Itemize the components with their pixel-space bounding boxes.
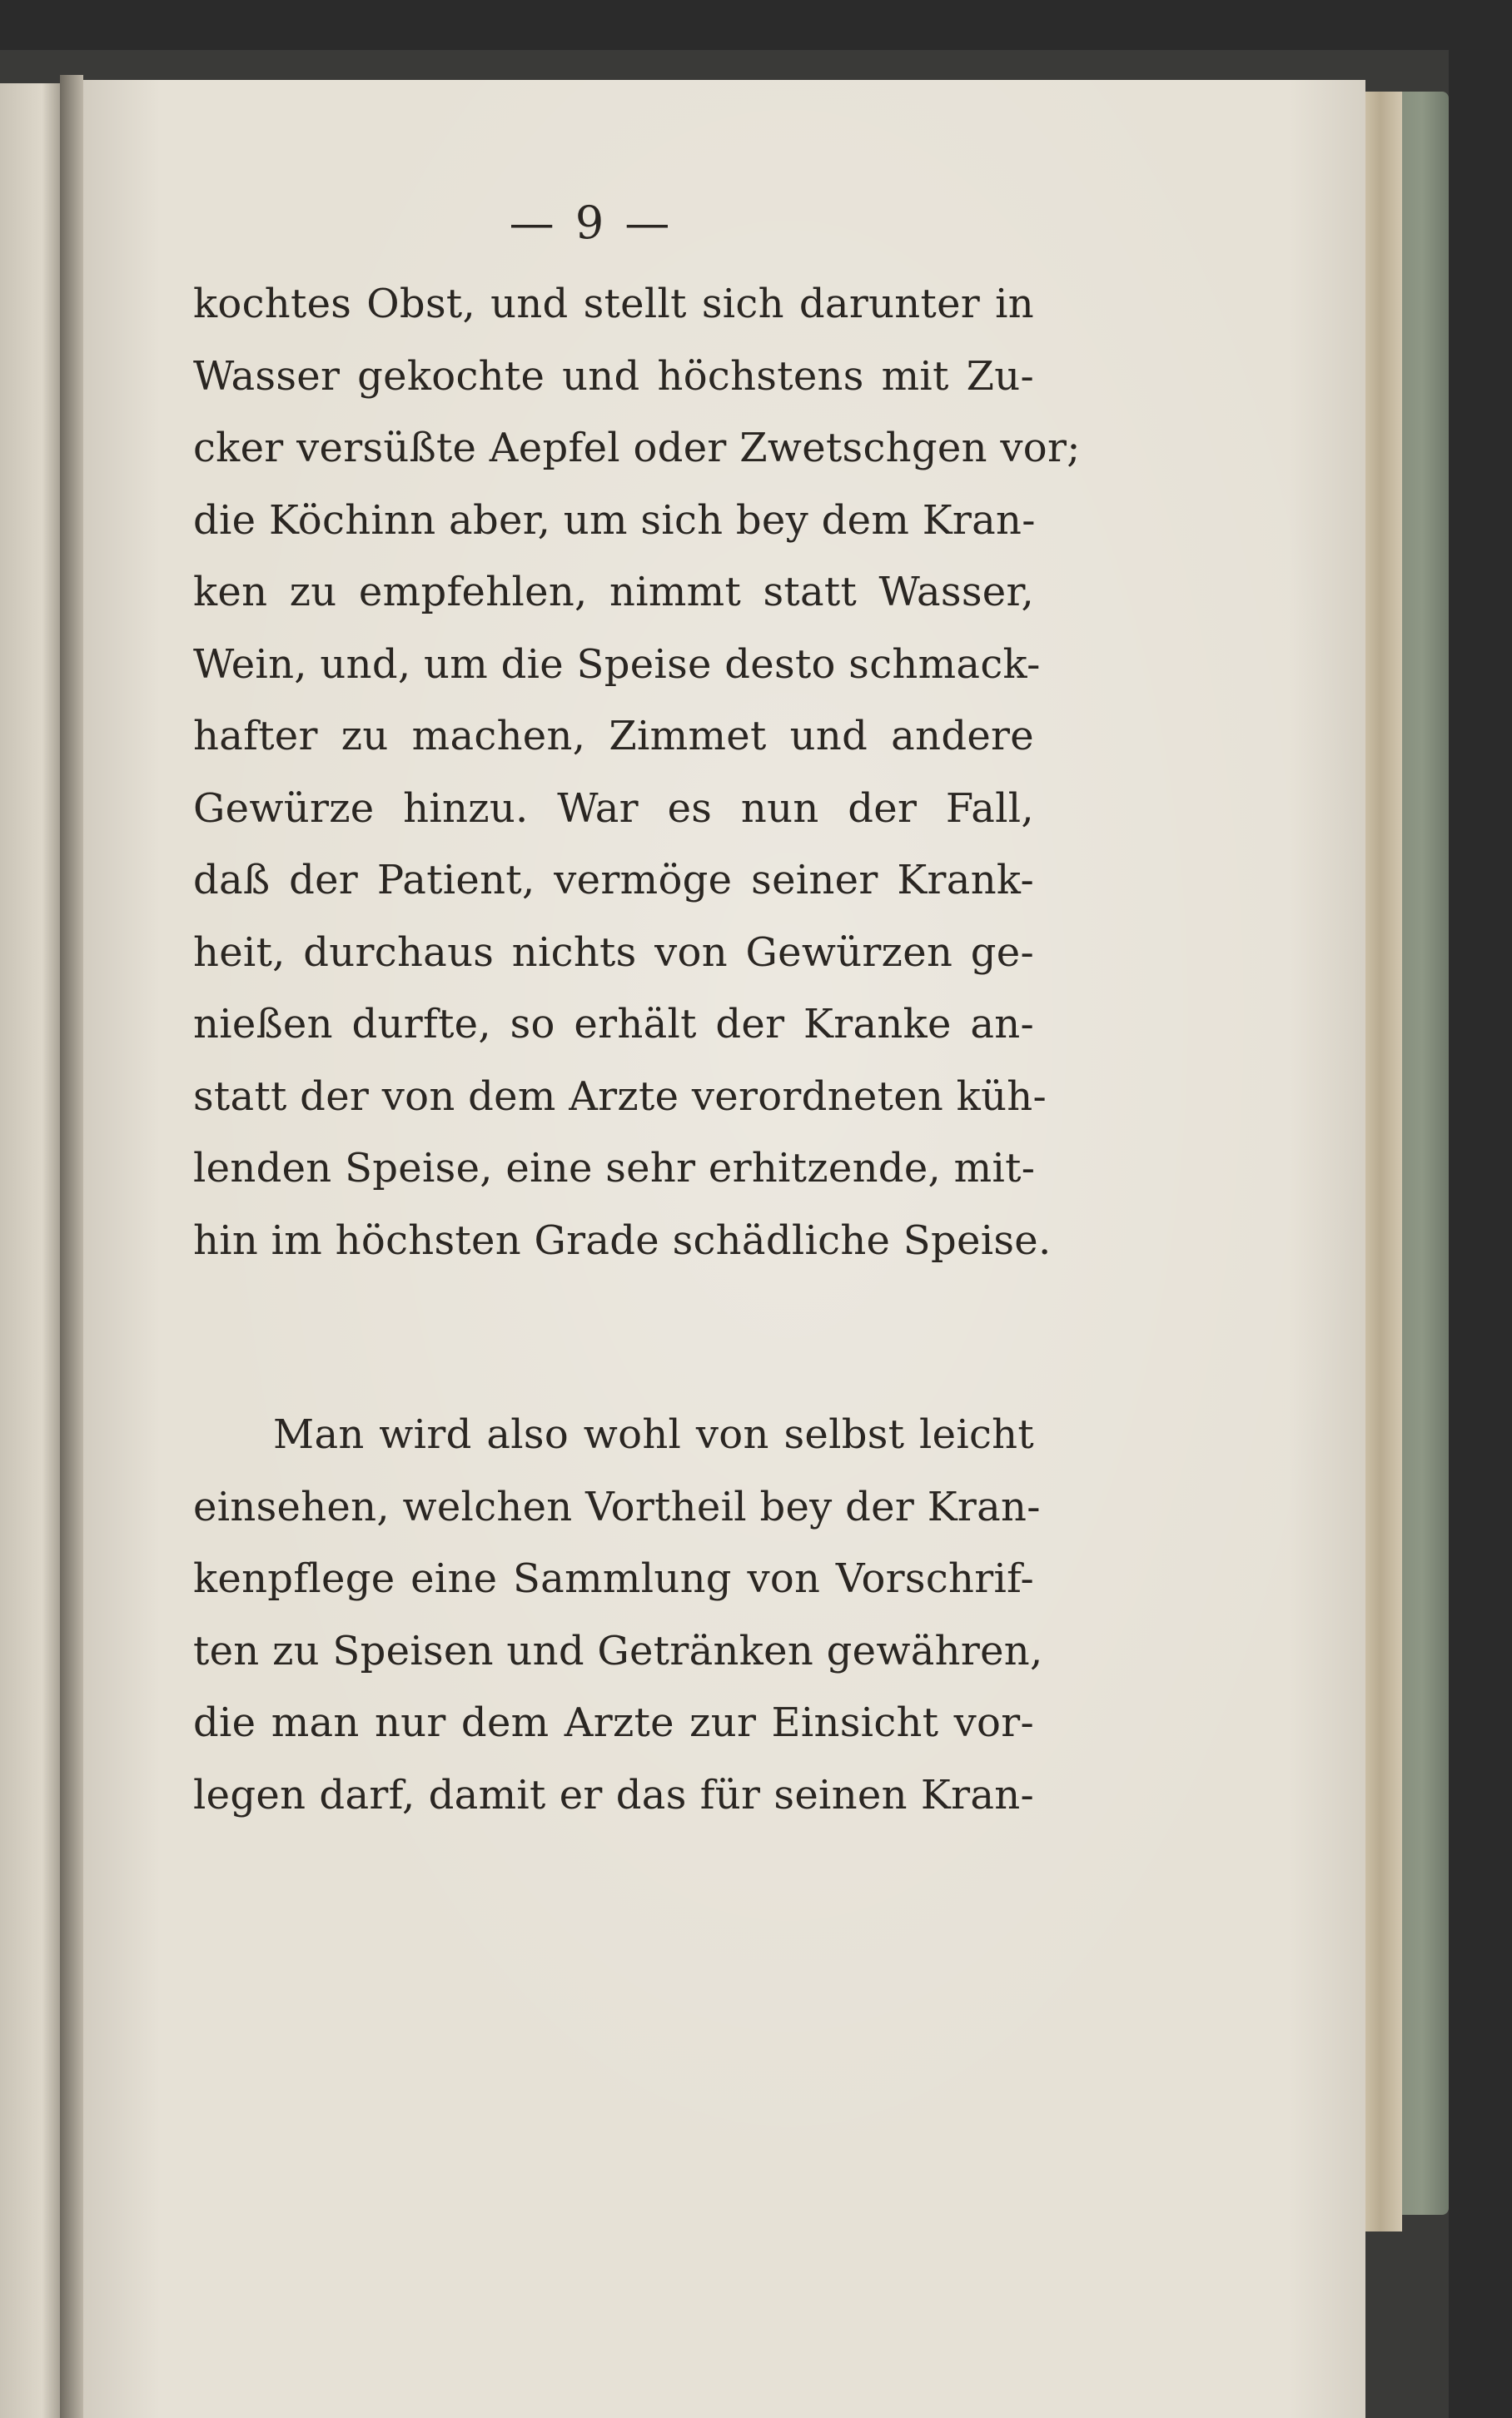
book-gutter [60, 75, 83, 2418]
text-line: kenpflege eine Sammlung von Vorschrif- [193, 1555, 1034, 1602]
text-line: cker versüßte Aepfel oder Zwetschgen vor; [193, 425, 1081, 471]
text-line: legen darf, damit er das für seinen Kran- [193, 1771, 1034, 1818]
text-line: nießen durfte, so erhält der Kranke an- [193, 1001, 1034, 1047]
text-line: Wein, und, um die Speise desto schmack- [193, 640, 1041, 688]
text-line: ten zu Speisen und Getränken gewähren, [193, 1627, 1043, 1674]
text-line: die Köchinn aber, um sich bey dem Kran- [193, 496, 1036, 544]
text-line: Man wird also wohl von selbst leicht [273, 1411, 1034, 1458]
text-line: daß der Patient, vermöge seiner Krank- [193, 857, 1034, 903]
text-line: die man nur dem Arzte zur Einsicht vor- [193, 1699, 1034, 1746]
left-page-sliver [0, 83, 60, 2418]
text-line: Gewürze hinzu. War es nun der Fall, [193, 784, 1034, 832]
text-line: lenden Speise, eine sehr erhitzende, mit- [193, 1145, 1036, 1192]
page-number: — 9 — [509, 197, 674, 249]
text-line: hin im höchsten Grade schädliche Speise. [193, 1216, 1052, 1264]
text-line: ken zu empfehlen, nimmt statt Wasser, [193, 569, 1034, 615]
text-line: statt der von dem Arzte verordneten küh- [193, 1072, 1047, 1120]
text-line: heit, durchaus nichts von Gewürzen ge- [193, 928, 1034, 976]
text-line: Wasser gekochte und höchstens mit Zu- [193, 352, 1034, 400]
paragraph-1 [193, 268, 1081, 1276]
paragraph-2 [193, 1399, 1043, 1831]
text-line: einsehen, welchen Vortheil bey der Kran- [193, 1483, 1041, 1530]
page-block-edge [1365, 92, 1402, 2231]
text-line: hafter zu machen, Zimmet und andere [193, 713, 1034, 759]
text-line: kochtes Obst, und stellt sich darunter in [193, 281, 1034, 327]
